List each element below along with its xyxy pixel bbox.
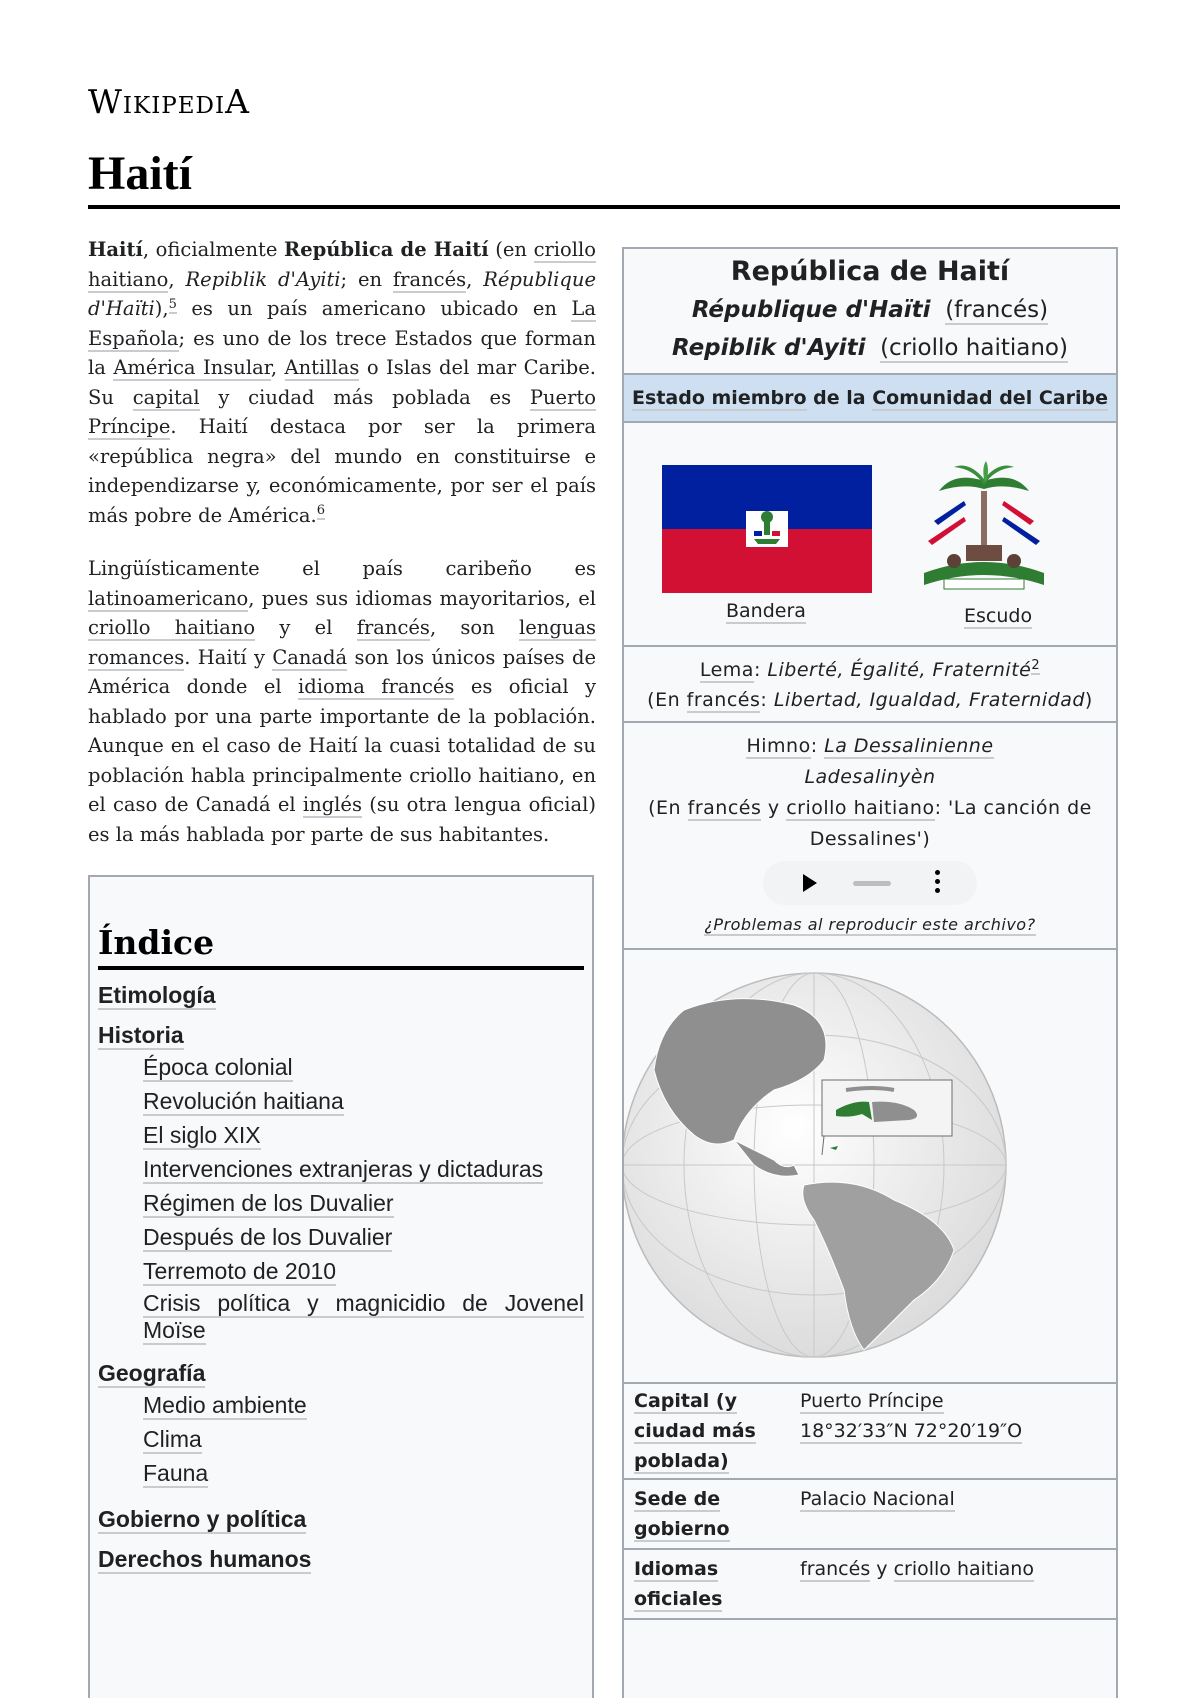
link-estado-miembro[interactable]: Estado miembro xyxy=(632,387,807,409)
toc-item-epoca-colonial[interactable]: Época colonial xyxy=(143,1054,293,1080)
link-puerto-principe-infobox[interactable]: Puerto Príncipe xyxy=(800,1390,944,1412)
link-frances-idiomas[interactable]: francés xyxy=(800,1558,871,1580)
link-idioma-frances[interactable]: idioma francés xyxy=(298,675,455,698)
link-lenguas-romances[interactable]: lenguas romances xyxy=(88,616,596,669)
link-america-insular[interactable]: América Insular xyxy=(113,356,271,379)
reference-5[interactable]: 5 xyxy=(168,296,177,312)
link-palacio-nacional[interactable]: Palacio Nacional xyxy=(800,1488,955,1510)
flag-caption[interactable]: Bandera xyxy=(726,600,806,622)
link-frances-lang[interactable]: (francés) xyxy=(945,297,1049,323)
toc-item-geografia[interactable]: Geografía xyxy=(98,1360,206,1386)
link-sede-gobierno[interactable]: Sede de gobierno xyxy=(634,1488,730,1540)
coordinates-link[interactable]: 18°32′33″N 72°20′19″O xyxy=(800,1420,1023,1442)
toc-item-crisis-politica[interactable]: Crisis política y magnicidio de Jovenel Moïse xyxy=(143,1290,584,1343)
link-frances-motto[interactable]: francés xyxy=(686,689,761,711)
infobox-row-capital xyxy=(624,1384,1116,1480)
link-la-dessalinienne[interactable]: La Dessalinienne xyxy=(824,735,994,757)
toc-heading: Índice xyxy=(98,923,584,970)
link-antillas[interactable]: Antillas xyxy=(284,356,360,379)
toc-item-clima[interactable]: Clima xyxy=(143,1426,202,1452)
infobox-country-name: República de Haití xyxy=(730,256,1010,287)
audio-player xyxy=(763,861,977,905)
link-idiomas-oficiales[interactable]: Idiomas oficiales xyxy=(634,1558,723,1610)
link-puerto-principe[interactable]: Puerto Príncipe xyxy=(88,385,596,438)
toc-item-regimen-duvalier[interactable]: Régimen de los Duvalier xyxy=(143,1190,394,1216)
wikipedia-wordmark[interactable]: WikipediA xyxy=(88,82,250,121)
infobox-header xyxy=(624,249,1116,375)
link-comunidad-caribe[interactable]: Comunidad del Caribe xyxy=(872,387,1108,409)
infobox-anthem: Himno: La Dessalinienne Ladesalinyèn (En francés y criollo haitiano: 'La canción de Dessalines') ¿Problemas al reproducir este archivo? xyxy=(624,723,1116,950)
globe-map-image[interactable] xyxy=(624,950,1116,1382)
link-criollo-idiomas[interactable]: criollo haitiano xyxy=(893,1558,1034,1580)
infobox-alt-name-creole: Repiblik d'Ayiti (criollo haitiano) xyxy=(672,335,1068,361)
audio-progress-slider[interactable] xyxy=(853,881,891,886)
intro-paragraph-1: Haití, oficialmente República de Haití (en criollo haitiano, Repiblik d'Ayiti; en francés, République d'Haïti),$^5$ es un país americano ubicado en La Española; es uno de los trece Estados que forman la América Insular, Antillas o Islas del mar Caribe. Su capital y ciudad más poblada es Puerto Príncipe. Haití destaca por ser la primera «república negra» del mundo en constituirse e independizarse y, económicamente, por ser el país más pobre de América.$^6$ xyxy=(88,238,596,527)
infobox-membership-band: Estado miembro de la Comunidad del Caribe xyxy=(624,375,1116,423)
toc-item-fauna[interactable]: Fauna xyxy=(143,1460,209,1486)
link-la-espanola[interactable]: La Española xyxy=(88,297,596,350)
link-frances-anthem[interactable]: francés xyxy=(687,797,762,819)
link-capital[interactable]: capital xyxy=(132,385,200,409)
toc-item-etimologia[interactable]: Etimología xyxy=(98,982,216,1008)
toc-item-intervenciones[interactable]: Intervenciones extranjeras y dictaduras xyxy=(143,1156,544,1182)
table-of-contents xyxy=(88,875,594,1698)
link-lema[interactable]: Lema xyxy=(699,659,754,681)
link-criollo-haitiano[interactable]: criollo haitiano xyxy=(88,238,596,291)
reference-2[interactable]: 2 xyxy=(1031,657,1041,673)
infobox-alt-name-french: République d'Haïti (francés) xyxy=(691,297,1049,323)
toc-item-revolucion-haitiana[interactable]: Revolución haitiana xyxy=(143,1088,344,1114)
link-criollo-anthem[interactable]: criollo haitiano xyxy=(786,797,935,819)
coat-of-arms-caption[interactable]: Escudo xyxy=(964,605,1033,627)
infobox-row-idiomas: Idiomas oficiales francés y criollo haitiano xyxy=(624,1550,1116,1620)
reference-6[interactable]: 6 xyxy=(316,503,326,518)
more-options-icon[interactable] xyxy=(935,870,941,896)
link-ingles[interactable]: inglés xyxy=(302,793,362,816)
link-latinoamericano[interactable]: latinoamericano xyxy=(88,586,249,610)
toc-item-terremoto-2010[interactable]: Terremoto de 2010 xyxy=(143,1258,337,1284)
coat-of-arms-image[interactable] xyxy=(914,461,1054,603)
toc-item-gobierno-politica[interactable]: Gobierno y política xyxy=(98,1506,307,1532)
infobox-symbols xyxy=(624,423,1116,647)
flag-image[interactable] xyxy=(662,465,872,593)
toc-item-historia[interactable]: Historia xyxy=(98,1022,184,1048)
play-icon[interactable] xyxy=(803,874,817,892)
infobox-location-map xyxy=(624,950,1116,1384)
link-canada[interactable]: Canadá xyxy=(272,645,348,669)
page-title: Haití xyxy=(88,146,1120,209)
infobox-motto: Lema: Liberté, Égalité, Fraternité$^2$ (En francés: Libertad, Igualdad, Fraternidad) xyxy=(624,647,1116,723)
audio-problems-link[interactable]: ¿Problemas al reproducir este archivo? xyxy=(704,915,1036,934)
infobox-row-sede xyxy=(624,1480,1116,1550)
link-capital-label[interactable]: Capital (y ciudad más poblada) xyxy=(634,1390,756,1472)
toc-item-despues-duvalier[interactable]: Después de los Duvalier xyxy=(143,1224,393,1250)
link-frances-2[interactable]: francés xyxy=(356,616,430,639)
article-body xyxy=(88,235,596,873)
intro-paragraph-2: Lingüísticamente el país caribeño es latinoamericano, pues sus idiomas mayoritarios, el criollo haitiano y el francés, son lenguas romances. Haití y Canadá son los únicos países de América donde el idioma francés es oficial y hablado por una parte importante de la población. Aunque en el caso de Haití la cuasi totalidad de su población habla principalmente criollo haitiano, en el caso de Canadá el inglés (su otra lengua oficial) es la más hablada por parte de sus habitantes. xyxy=(88,557,597,846)
link-criollo-haitiano-2[interactable]: criollo haitiano xyxy=(88,616,256,639)
link-criollo-lang[interactable]: (criollo haitiano) xyxy=(880,335,1068,361)
link-frances[interactable]: francés xyxy=(392,267,467,291)
toc-item-medio-ambiente[interactable]: Medio ambiente xyxy=(143,1392,307,1418)
toc-item-siglo-xix[interactable]: El siglo XIX xyxy=(143,1122,261,1148)
toc-item-derechos-humanos[interactable]: Derechos humanos xyxy=(98,1546,312,1572)
link-himno[interactable]: Himno xyxy=(746,735,811,757)
infobox xyxy=(622,247,1118,1698)
